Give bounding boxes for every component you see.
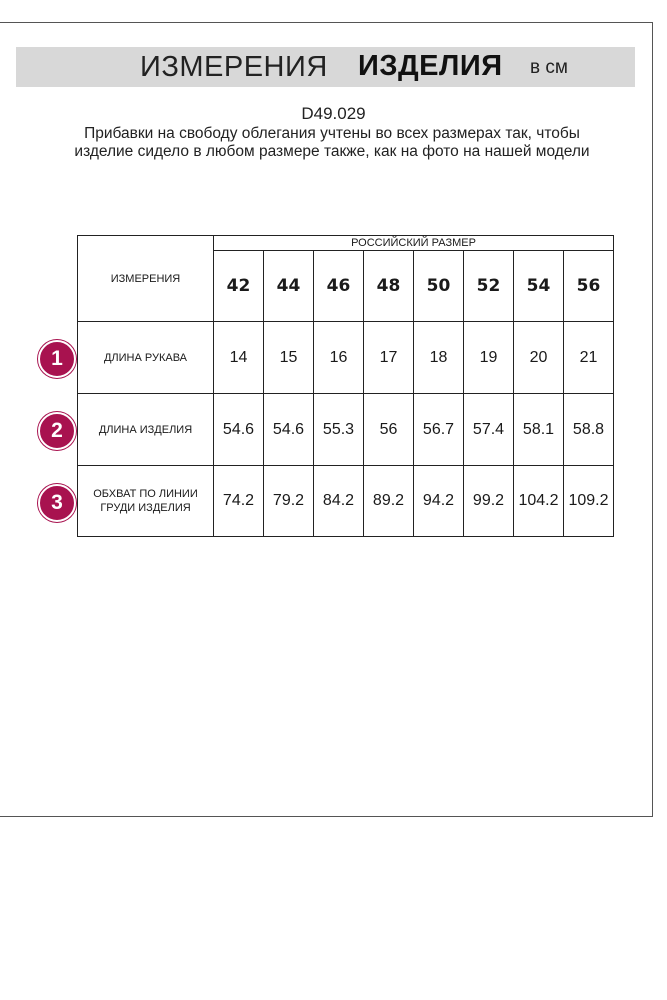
- table-cell: 89.2: [364, 466, 414, 537]
- table-cell: 20: [514, 322, 564, 394]
- table-cell: 84.2: [314, 466, 364, 537]
- size-table: [77, 235, 614, 537]
- table-cell: 74.2: [214, 466, 264, 537]
- row-label: ДЛИНА РУКАВА: [78, 322, 214, 394]
- row-label: ОБХВАТ ПО ЛИНИИ ГРУДИ ИЗДЕЛИЯ: [78, 466, 214, 537]
- size-header: 50: [414, 251, 464, 322]
- table-cell: 19: [464, 322, 514, 394]
- measure-header: ИЗМЕРЕНИЯ: [78, 236, 214, 322]
- row-number-badge: 1: [38, 340, 76, 378]
- table-cell: 17: [364, 322, 414, 394]
- table-cell: 99.2: [464, 466, 514, 537]
- table-row: [78, 394, 614, 466]
- size-header: 48: [364, 251, 414, 322]
- table-cell: 79.2: [264, 466, 314, 537]
- table-cell: 14: [214, 322, 264, 394]
- table-cell: 58.8: [564, 394, 614, 466]
- size-header: 46: [314, 251, 364, 322]
- article-code: D49.029: [301, 104, 366, 123]
- row-label: ДЛИНА ИЗДЕЛИЯ: [78, 394, 214, 466]
- table-cell: 56: [364, 394, 414, 466]
- row-number-badge: 3: [38, 484, 76, 522]
- size-header: 44: [264, 251, 314, 322]
- title-banner: [16, 47, 635, 87]
- title-unit: в см: [530, 57, 568, 78]
- table-cell: 16: [314, 322, 364, 394]
- table-cell: 109.2: [564, 466, 614, 537]
- size-header: 56: [564, 251, 614, 322]
- table-cell: 18: [414, 322, 464, 394]
- size-header: 52: [464, 251, 514, 322]
- table-cell: 21: [564, 322, 614, 394]
- table-cell: 54.6: [214, 394, 264, 466]
- row-number-badge: 2: [38, 412, 76, 450]
- table-cell: 94.2: [414, 466, 464, 537]
- size-group-header: РОССИЙСКИЙ РАЗМЕР: [214, 236, 614, 251]
- fit-note: Прибавки на свободу облегания учтены во всех размерах так, чтобы изделие сидело в любом размере также, как на фото на нашей модели: [74, 125, 590, 160]
- table-cell: 57.4: [464, 394, 514, 466]
- table-cell: 55.3: [314, 394, 364, 466]
- title-measurements: ИЗМЕРЕНИЯ: [140, 51, 328, 83]
- table-cell: 56.7: [414, 394, 464, 466]
- table-row: [78, 466, 614, 537]
- table-cell: 58.1: [514, 394, 564, 466]
- title-product: ИЗДЕЛИЯ: [358, 50, 503, 82]
- size-header: 42: [214, 251, 264, 322]
- size-header: 54: [514, 251, 564, 322]
- table-cell: 54.6: [264, 394, 314, 466]
- table-cell: 15: [264, 322, 314, 394]
- table-cell: 104.2: [514, 466, 564, 537]
- table-row: [78, 322, 614, 394]
